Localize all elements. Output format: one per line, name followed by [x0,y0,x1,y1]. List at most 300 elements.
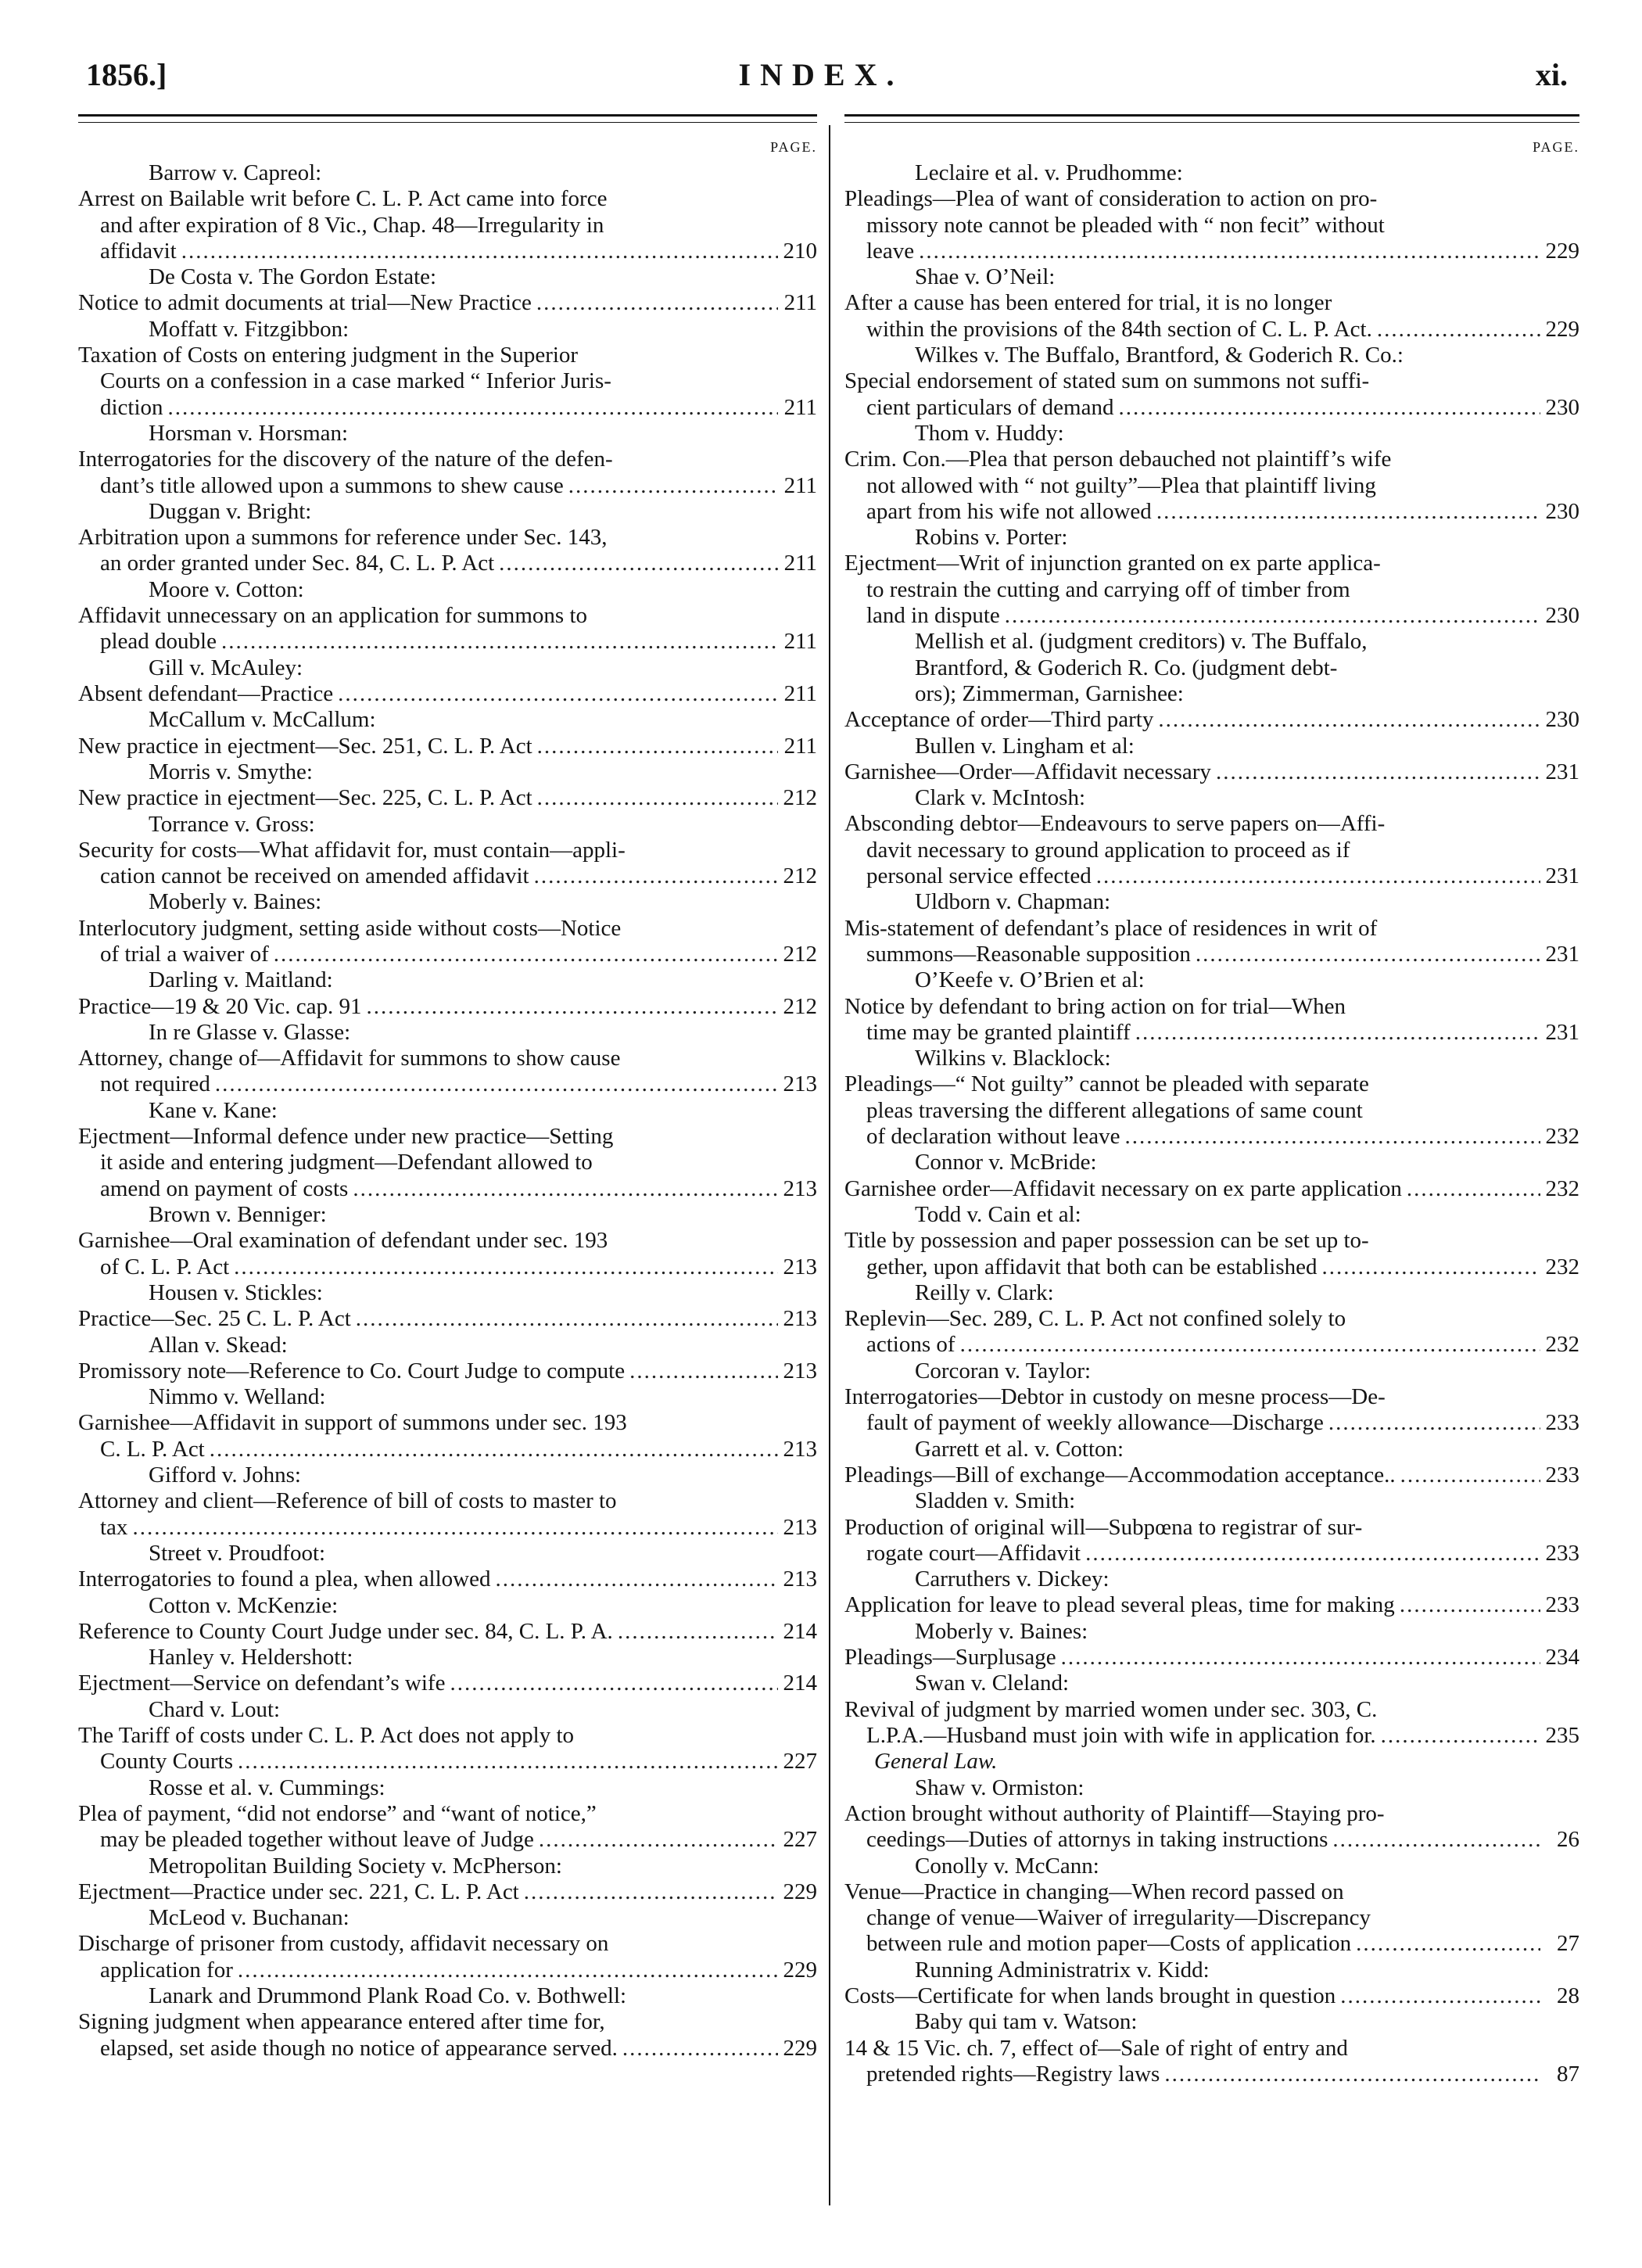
entry-final-line [844,1332,1579,1358]
case-name: Moffatt v. Fitzgibbon: [149,316,350,342]
entry-final-line [844,1723,1579,1749]
leader-dots [1407,1176,1540,1202]
entry-description: change of venue—Waiver of irregularity—Discrepancy [866,1905,1371,1931]
leader-dots [629,1358,778,1384]
entry-final-line [78,629,817,655]
index-entry [844,1437,1579,1489]
leader-dots [367,994,778,1020]
case-name: Hanley v. Heldershott: [149,1645,353,1670]
entry-final-line [844,1645,1579,1670]
index-entry [844,421,1579,525]
case-name: Duggan v. Bright: [149,498,312,524]
entry-final-line [78,473,817,499]
entry-description: Arbitration upon a summons for reference under Sec. 143, [78,525,608,551]
page-number: 210 [783,238,817,264]
case-name: Nimmo v. Welland: [149,1384,326,1410]
entry-description: Signing judgment when appearance entered after time for, [78,2009,605,2035]
leader-dots [1332,1827,1540,1853]
entry-final-line [78,1958,817,1983]
index-entry [844,1358,1579,1437]
entry-final-line [844,1020,1579,1046]
entry-description: Pleadings—“ Not guilty” cannot be pleaded with separate [844,1071,1369,1097]
case-name: Darling v. Maitland: [149,967,333,993]
entry-description: Ejectment—Informal defence under new practice—Setting [78,1124,614,1150]
page-number: 213 [783,1358,817,1383]
leader-dots [1118,395,1540,421]
index-entry [78,1333,817,1385]
entry-description: cation cannot be received on amended affidavit [100,863,529,889]
index-entry [844,1619,1579,1671]
page-number: 214 [783,1670,817,1696]
entry-description: Garnishee—Order—Affidavit necessary [844,759,1211,784]
index-entry [78,1645,817,1697]
entry-description: Plea of payment, “did not endorse” and “want of notice,” [78,1800,597,1826]
entry-description: Garnishee—Oral examination of defendant under sec. 193 [78,1228,608,1254]
entry-description: Venue—Practice in changing—When record passed on [844,1879,1344,1904]
entry-final-line [78,1071,817,1097]
index-entry [844,1749,1579,1775]
leader-dots [1340,1983,1540,2009]
case-name: Wilkes v. The Buffalo, Brantford, & Goderich R. Co.: [915,343,1404,368]
page-number: 211 [783,472,817,498]
entry-description: amend on payment of costs [100,1175,349,1201]
page-number: 214 [783,1618,817,1644]
entry-description: cient particulars of demand [866,394,1114,420]
index-entry [78,1202,817,1280]
case-name: Cotton v. McKenzie: [149,1592,339,1618]
leader-dots [356,1306,778,1332]
case-name: Gifford v. Johns: [149,1462,301,1487]
entry-description: personal service effected [866,863,1092,889]
entry-final-line [844,1983,1579,2009]
entry-final-line [844,1176,1579,1202]
leader-dots [568,473,778,499]
entry-description: Pleadings—Bill of exchange—Accommodation acceptance.. [844,1462,1396,1487]
leader-dots [1400,1462,1540,1488]
index-column-left [78,0,817,2268]
index-entry [844,2009,1579,2087]
index-entry [78,1593,817,1645]
leader-dots [1328,1410,1540,1436]
entry-final-line [844,395,1579,421]
leader-dots [1085,1541,1540,1566]
case-name: Running Administratrix v. Kidd: [915,1957,1210,1983]
index-entry [844,1854,1579,1958]
case-name: Street v. Proudfoot: [149,1540,326,1566]
entry-description: rogate court—Affidavit [866,1540,1081,1566]
entry-final-line [844,1462,1579,1488]
leader-dots [181,239,778,264]
case-name: Shae v. O’Neil: [915,264,1056,290]
leader-dots [1135,1020,1540,1046]
entry-description: Garnishee—Affidavit in support of summons under sec. 193 [78,1410,627,1436]
case-name: Thom v. Huddy: [915,421,1064,446]
entry-final-line [78,785,817,811]
entry-final-line [78,942,817,967]
case-name-continued: ors); Zimmerman, Garnishee: [915,680,1184,706]
leader-dots [539,1827,778,1853]
entry-description: Garnishee order—Affidavit necessary on ex parte application [844,1175,1402,1201]
entry-final-line [844,1827,1579,1853]
entry-description: actions of [866,1332,955,1358]
leader-dots [499,551,778,576]
entry-description: Practice—19 & 20 Vic. cap. 91 [78,993,362,1019]
entry-description: Taxation of Costs on entering judgment in the Superior [78,343,579,368]
page-number: 232 [1545,1124,1579,1150]
page-number: 211 [783,551,817,576]
entry-final-line [78,551,817,576]
case-name: Horsman v. Horsman: [149,421,349,446]
entry-final-line [78,1515,817,1541]
index-entry [78,317,817,421]
entry-final-line [78,1619,817,1645]
header-year: 1856.] [86,57,167,92]
index-entry [78,499,817,577]
entry-description: between rule and motion paper—Costs of application [866,1931,1352,1957]
leader-dots [450,1670,778,1696]
entry-final-line [78,239,817,264]
page-number: 233 [1545,1410,1579,1436]
case-name: O’Keefe v. O’Brien et al: [915,967,1145,993]
case-name: Moore v. Cotton: [149,576,304,602]
case-name: Bullen v. Lingham et al: [915,733,1135,759]
index-entry [844,1280,1579,1358]
case-name: Carruthers v. Dickey: [915,1566,1110,1592]
entry-description: gether, upon affidavit that both can be established [866,1254,1318,1279]
entry-final-line [78,1879,817,1905]
leader-dots [1156,499,1540,525]
entry-description: County Courts [100,1749,233,1775]
entry-description: New practice in ejectment—Sec. 251, C. L. P. Act [78,733,532,759]
index-entry [78,655,817,708]
entry-description: may be pleaded together without leave of Judge [100,1827,534,1853]
page-number: 230 [1545,394,1579,420]
entry-final-line [844,603,1579,629]
page-number: 28 [1557,1983,1579,2008]
entry-final-line [78,681,817,707]
entry-description: it aside and entering judgment—Defendant allowed to [100,1150,593,1175]
leader-dots [536,290,778,316]
page-number: 213 [783,1071,817,1097]
entry-description: Courts on a confession in a case marked “ Inferior Juris- [100,368,611,394]
page-number: 227 [783,1827,817,1853]
entry-final-line [844,499,1579,525]
case-name: Gill v. McAuley: [149,655,303,680]
entry-description: Pleadings—Surplusage [844,1645,1056,1670]
entry-final-line [844,1410,1579,1436]
entry-description: diction [100,394,163,420]
entry-description: apart from his wife not allowed [866,498,1152,524]
entry-final-line [844,863,1579,889]
entry-final-line [844,317,1579,343]
entry-final-line [78,1670,817,1696]
case-name: Shaw v. Ormiston: [915,1775,1085,1800]
entry-description: fault of payment of weekly allowance—Discharge [866,1410,1324,1436]
leader-dots [1005,603,1540,629]
entry-final-line [78,290,817,316]
entry-description: Title by possession and paper possession can be set up to- [844,1228,1369,1254]
leader-dots [524,1879,778,1905]
entry-final-line [844,1124,1579,1150]
page-number: 211 [783,733,817,759]
index-entry [78,1775,817,1854]
entry-final-line [844,1254,1579,1280]
page-number: 231 [1545,1019,1579,1045]
leader-dots [234,1254,778,1280]
leader-dots [338,681,778,707]
entry-description: to restrain the cutting and carrying off of timber from [866,576,1350,602]
entry-description: missory note cannot be pleaded with “ non fecit” without [866,212,1385,238]
entry-description: plead double [100,629,217,655]
page-number: 26 [1557,1827,1579,1853]
leader-dots [168,395,778,421]
page-number: 229 [1545,316,1579,342]
page-number: 229 [783,2035,817,2061]
entry-final-line [78,863,817,889]
entry-description: Attorney and client—Reference of bill of costs to master to [78,1488,617,1514]
case-name: McLeod v. Buchanan: [149,1905,350,1931]
index-entry [844,1488,1579,1566]
page-number: 233 [1545,1592,1579,1618]
case-name: Sladden v. Smith: [915,1488,1076,1514]
case-name: Clark v. McIntosh: [915,785,1086,811]
header-folio: xi. [1535,57,1568,92]
index-entry [844,1670,1579,1749]
case-name: Baby qui tam v. Watson: [915,2009,1138,2035]
index-entry [844,160,1579,264]
entry-description: ceedings—Duties of attornys in taking instructions [866,1827,1328,1853]
leader-dots [1196,942,1540,967]
page-number: 231 [1545,759,1579,784]
entry-final-line [78,1306,817,1332]
index-entry [78,160,817,264]
entry-description: Promissory note—Reference to Co. Court Judge to compute [78,1358,626,1383]
leader-dots [210,1437,778,1462]
page-number: 230 [1545,707,1579,733]
page-number: 212 [783,785,817,811]
index-entry [78,707,817,759]
case-name: Housen v. Stickles: [149,1279,323,1305]
index-entry [844,1958,1579,2010]
entry-description: Pleadings—Plea of want of consideration to action on pro- [844,186,1378,212]
entry-description: leave [866,238,915,264]
entry-description: and after expiration of 8 Vic., Chap. 48—Irregularity in [100,212,604,238]
case-name: Mellish et al. (judgment creditors) v. The Buffalo, [915,629,1368,655]
page-number: 232 [1545,1254,1579,1279]
case-name-continued: Brantford, & Goderich R. Co. (judgment debt- [915,655,1338,680]
entry-description: elapsed, set aside though no notice of appearance served. [100,2035,618,2061]
page-number: 232 [1545,1175,1579,1201]
index-entry [844,889,1579,967]
entry-description: not allowed with “ not guilty”—Plea that plaintiff living [866,472,1376,498]
page-number: 231 [1545,863,1579,889]
entry-description: summons—Reasonable supposition [866,941,1191,967]
leader-dots [1216,759,1540,785]
leader-dots [221,629,778,655]
page-number: 213 [783,1566,817,1592]
leader-dots [1400,1592,1540,1618]
entry-description: Practice—Sec. 25 C. L. P. Act [78,1306,351,1332]
index-entry [844,1775,1579,1854]
entry-description: Acceptance of order—Third party [844,707,1154,733]
index-entry [844,1150,1579,1202]
page-number: 213 [783,1306,817,1332]
entry-description: L.P.A.—Husband must join with wife in application for. [866,1722,1376,1748]
entry-description: Ejectment—Service on defendant’s wife [78,1670,446,1696]
entry-description: Costs—Certificate for when lands brought in question [844,1983,1336,2008]
index-entry [78,421,817,499]
case-name: Kane v. Kane: [149,1097,278,1123]
entry-description: Notice to admit documents at trial—New Practice [78,290,532,316]
page-column-label: PAGE. [1533,139,1579,155]
entry-description: davit necessary to ground application to proceed as if [866,837,1350,863]
index-entry [78,1384,817,1462]
index-entry [844,1046,1579,1150]
leader-dots [274,942,778,967]
leader-dots [1322,1254,1540,1280]
page-number: 212 [783,993,817,1019]
entry-description: Security for costs—What affidavit for, must contain—appli- [78,837,626,863]
case-name: Swan v. Cleland: [915,1670,1070,1696]
page-number: 213 [783,1175,817,1201]
leader-dots [1061,1645,1540,1670]
leader-dots [1164,2062,1540,2087]
case-name: Rosse et al. v. Cummings: [149,1775,385,1800]
page-number: 211 [783,290,817,316]
case-name: Conolly v. McCann: [915,1853,1099,1879]
leader-dots [960,1332,1540,1358]
index-entry [78,1697,817,1775]
index-entry [844,343,1579,421]
index-entry [78,1983,817,2062]
entry-description: Interlocutory judgment, setting aside without costs—Notice [78,915,622,941]
index-entry [78,1098,817,1202]
leader-dots [534,863,778,889]
case-name: Connor v. McBride: [915,1150,1097,1175]
page-number: 230 [1545,603,1579,629]
index-entry [844,1566,1579,1619]
entry-description: Notice by defendant to bring action on for trial—When [844,993,1346,1019]
page-number: 229 [783,1879,817,1904]
leader-dots [1158,707,1540,733]
index-entry [78,759,817,812]
page-number: 213 [783,1514,817,1540]
case-name: Wilkins v. Blacklock: [915,1046,1111,1071]
page-number: 27 [1557,1931,1579,1957]
case-name: Reilly v. Clark: [915,1279,1054,1305]
case-name: Garrett et al. v. Cotton: [915,1436,1124,1462]
entry-description: of trial a waiver of [100,941,269,967]
case-name: De Costa v. The Gordon Estate: [149,264,437,290]
entry-description: Ejectment—Writ of injunction granted on ex parte applica- [844,551,1381,576]
entry-description: Reference to County Court Judge under sec. 84, C. L. P. A. [78,1618,613,1644]
leader-dots [618,1619,778,1645]
case-name: Moberly v. Baines: [915,1618,1088,1644]
entry-final-line [78,1437,817,1462]
page-number: 227 [783,1749,817,1775]
column-divider [829,125,830,2205]
entry-final-line [78,1358,817,1384]
entry-final-line [844,1931,1579,1957]
entry-description: Replevin—Sec. 289, C. L. P. Act not confined solely to [844,1306,1346,1332]
case-name: Robins v. Porter: [915,525,1068,551]
index-entry [78,577,817,655]
page-number: 211 [783,680,817,706]
entry-description: Absconding debtor—Endeavours to serve papers on—Affi- [844,811,1386,837]
entry-description: Production of original will—Subpœna to registrar of sur- [844,1514,1363,1540]
entry-final-line [78,2036,817,2062]
case-name: Allan v. Skead: [149,1332,288,1358]
entry-final-line [844,942,1579,967]
index-entry [844,785,1579,889]
entry-description: Interrogatories—Debtor in custody on mesne process—De- [844,1384,1386,1410]
entry-final-line [844,759,1579,785]
index-entry [78,1280,817,1333]
entry-description: Absent defendant—Practice [78,680,334,706]
entry-final-line [78,994,817,1020]
entry-final-line [78,395,817,421]
leader-dots [238,1749,778,1775]
index-entry [78,812,817,890]
leader-dots [132,1515,778,1541]
entry-description: Application for leave to plead several pleas, time for making [844,1592,1395,1618]
page-number: 235 [1545,1722,1579,1748]
page-number: 231 [1545,941,1579,967]
page-number: 233 [1545,1462,1579,1487]
leader-dots [537,785,778,811]
index-entry [78,889,817,967]
case-name: Moberly v. Baines: [149,889,322,915]
leader-dots [495,1566,778,1592]
index-entry [78,1905,817,1983]
entry-final-line [844,1592,1579,1618]
entry-description: Affidavit unnecessary on an application for summons to [78,603,588,629]
entry-description: Interrogatories to found a plea, when allowed [78,1566,491,1592]
entry-final-line [78,1566,817,1592]
page-number: 211 [783,629,817,655]
leader-dots [353,1176,778,1202]
entry-final-line [78,1749,817,1775]
entry-description: New practice in ejectment—Sec. 225, C. L. P. Act [78,785,532,811]
entry-description: pretended rights—Registry laws [866,2061,1160,2087]
leader-dots [238,1958,778,1983]
case-name: Metropolitan Building Society v. McPherson: [149,1853,562,1879]
leader-dots [1125,1124,1540,1150]
entry-description: an order granted under Sec. 84, C. L. P. Act [100,551,495,576]
entry-description: time may be granted plaintiff [866,1019,1131,1045]
entry-final-line [78,1827,817,1853]
entry-description: Attorney, change of—Affidavit for summons to show cause [78,1046,621,1071]
index-entry [844,1202,1579,1280]
case-name: Brown v. Benniger: [149,1202,327,1227]
index-entry [78,967,817,1020]
entry-description: within the provisions of the 84th section of C. L. P. Act. [866,316,1372,342]
index-entry [78,1541,817,1593]
case-name: Barrow v. Capreol: [149,160,322,185]
entry-description: affidavit [100,238,177,264]
leader-dots [537,734,778,759]
case-name: Leclaire et al. v. Prudhomme: [915,160,1183,185]
case-name: Chard v. Lout: [149,1696,281,1722]
index-column-right [844,0,1579,2268]
entry-final-line [844,2062,1579,2087]
index-entry [844,967,1579,1046]
case-name: Uldborn v. Chapman: [915,889,1111,915]
entry-description: Arrest on Bailable writ before C. L. P. Act came into force [78,186,608,212]
page-number: 229 [783,1957,817,1983]
page-number: 211 [783,394,817,420]
page-number: 213 [783,1436,817,1462]
